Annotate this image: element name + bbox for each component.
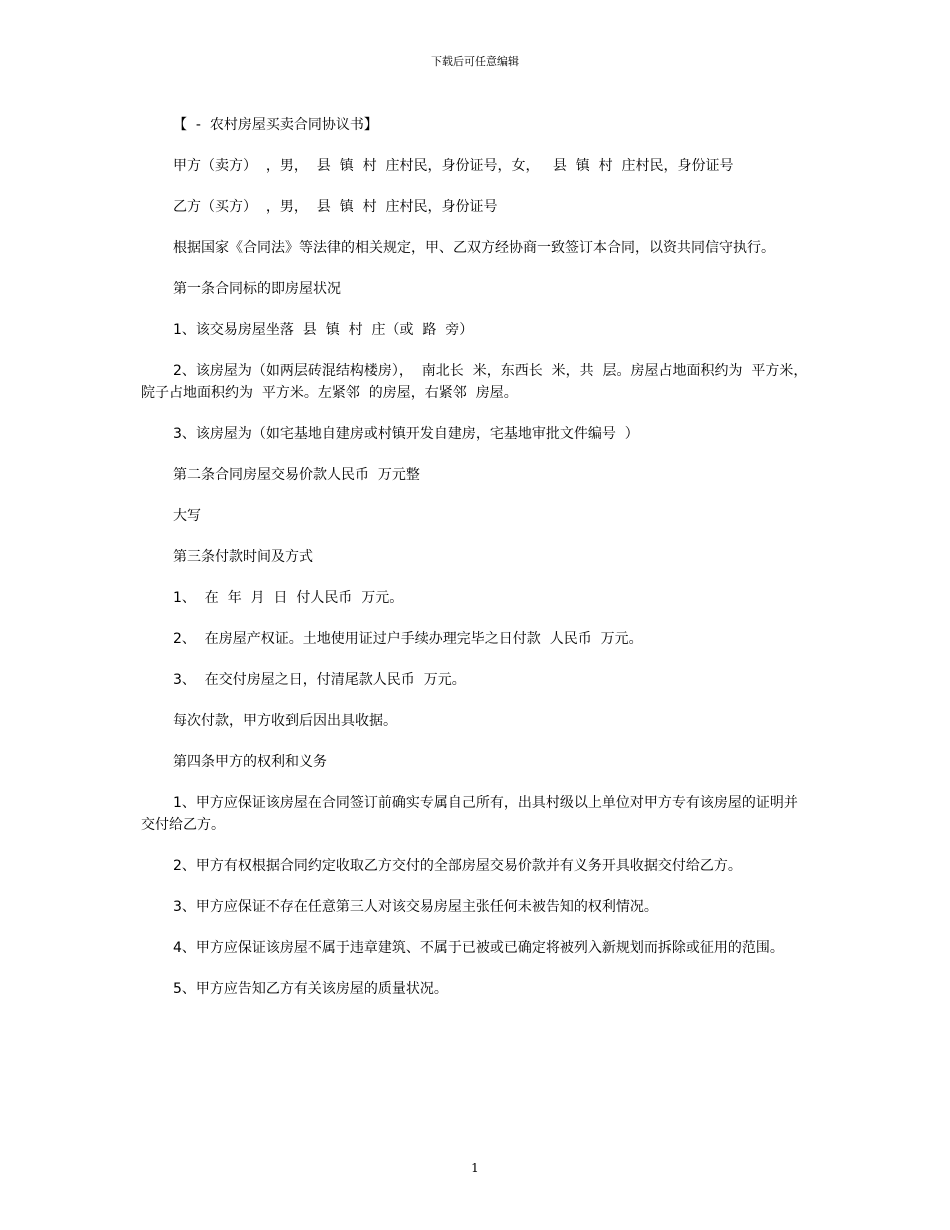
article-3-heading: 第三条付款时间及方式 [173, 549, 313, 565]
article-3-item-1: 1、 在 年 月 日 付人民币 万元。 [173, 590, 404, 606]
article-2-heading: 第二条合同房屋交易价款人民币 万元整 [173, 467, 420, 483]
paragraph-party-b: 乙方（买方） ，男， 县 镇 村 庄村民，身份证号 [173, 199, 498, 215]
paragraph-preamble: 根据国家《合同法》等法律的相关规定，甲、乙双方经协商一致签订本合同，以资共同信守执行。 [173, 240, 775, 256]
article-4-item-2: 2、甲方有权根据合同约定收取乙方交付的全部房屋交易价款并有义务开具收据交付给乙方。 [173, 858, 742, 874]
article-3-receipt-note: 每次付款，甲方收到后因出具收据。 [173, 713, 397, 729]
article-2-uppercase-amount: 大写 [173, 508, 201, 524]
article-3-item-3: 3、 在交付房屋之日，付清尾款人民币 万元。 [173, 672, 466, 688]
article-4-item-5: 5、甲方应告知乙方有关该房屋的质量状况。 [173, 981, 448, 997]
article-4-heading: 第四条甲方的权利和义务 [173, 754, 327, 770]
page-number: 1 [471, 1161, 479, 1175]
paragraph-party-a: 甲方（卖方） ，男， 县 镇 村 庄村民，身份证号，女， 县 镇 村 庄村民，身份证号 [173, 158, 734, 174]
article-1-item-1: 1、该交易房屋坐落 县 镇 村 庄（或 路 旁） [173, 322, 474, 338]
article-4-item-1: 1、甲方应保证该房屋在合同签订前确实专属自己所有，出具村级以上单位对甲方专有该房屋的证明并交付给乙方。 [141, 795, 798, 833]
article-1-item-2: 2、该房屋为（如两层砖混结构楼房）， 南北长 米，东西长 米，共 层。房屋占地面积约为 平方米，院子占地面积约为 平方米。左紧邻 的房屋，右紧邻 房屋。 [141, 363, 808, 401]
document-title: 【 - 农村房屋买卖合同协议书】 [173, 117, 378, 133]
article-4-item-3: 3、甲方应保证不存在任意第三人对该交易房屋主张任何未被告知的权利情况。 [173, 899, 658, 915]
article-4-item-4: 4、甲方应保证该房屋不属于违章建筑、不属于已被或已确定将被列入新规划而拆除或征用的范围。 [173, 940, 784, 956]
document-body [141, 114, 809, 1019]
page-header: 下载后可任意编辑 [431, 55, 519, 68]
article-3-item-2: 2、 在房屋产权证。土地使用证过户手续办理完毕之日付款 人民币 万元。 [173, 631, 643, 647]
article-1-heading: 第一条合同标的即房屋状况 [173, 281, 341, 297]
article-1-item-3: 3、该房屋为（如宅基地自建房或村镇开发自建房，宅基地审批文件编号 ） [173, 426, 639, 442]
